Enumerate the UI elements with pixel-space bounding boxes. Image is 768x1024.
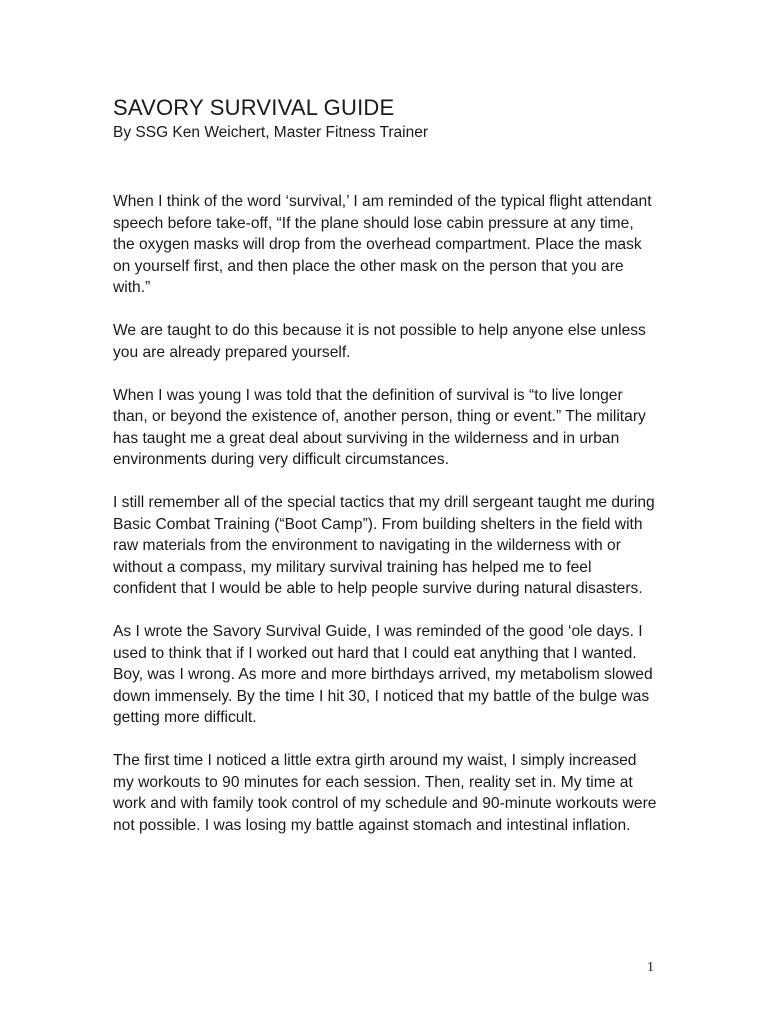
paragraph-6: The first time I noticed a little extra girth around my waist, I simply increased my workouts to 90 minutes for each session. Then, reality set in. My time at work and with family took control of my schedule and 90-minute workouts were not possible. I was losing my battle against stomach and intestinal inflation. <box>113 752 657 834</box>
paragraph-2: We are taught to do this because it is not possible to help anyone else unless you are already prepared yourself. <box>113 322 646 361</box>
page-number: 1 <box>647 960 654 975</box>
author-byline: By SSG Ken Weichert, Master Fitness Trainer <box>113 124 428 141</box>
paragraph-1: When I think of the word ‘survival,’ I am reminded of the typical flight attendant speech before take-off, “If the plane should lose cabin pressure at any time, the oxygen masks will drop from the overhead compartment. Place the mask on yourself first, and then place the other mask on the person that you are with.” <box>113 193 652 296</box>
paragraph-5: As I wrote the Savory Survival Guide, I was reminded of the good ‘ole days. I used to think that if I worked out hard that I could eat anything that I wanted. Boy, was I wrong. As more and more birthdays arrived, my metabolism slowed down immensely. By the time I hit 30, I noticed that my battle of the bulge was getting more difficult. <box>113 623 653 726</box>
paragraph-3: When I was young I was told that the definition of survival is “to live longer than, or beyond the existence of, another person, thing or event.” The military has taught me a great deal about surviving in the wilderness and in urban environments during very difficult circumstances. <box>113 386 646 468</box>
paragraph-4: I still remember all of the special tactics that my drill sergeant taught me during Basic Combat Training (“Boot Camp”). From building shelters in the field with raw materials from the environment to navigating in the wilderness with or without a compass, my military survival training has helped me to feel confident that I would be able to help people survive during natural disasters. <box>113 494 655 597</box>
page-content <box>113 94 658 858</box>
document-title: SAVORY SURVIVAL GUIDE <box>113 95 395 120</box>
